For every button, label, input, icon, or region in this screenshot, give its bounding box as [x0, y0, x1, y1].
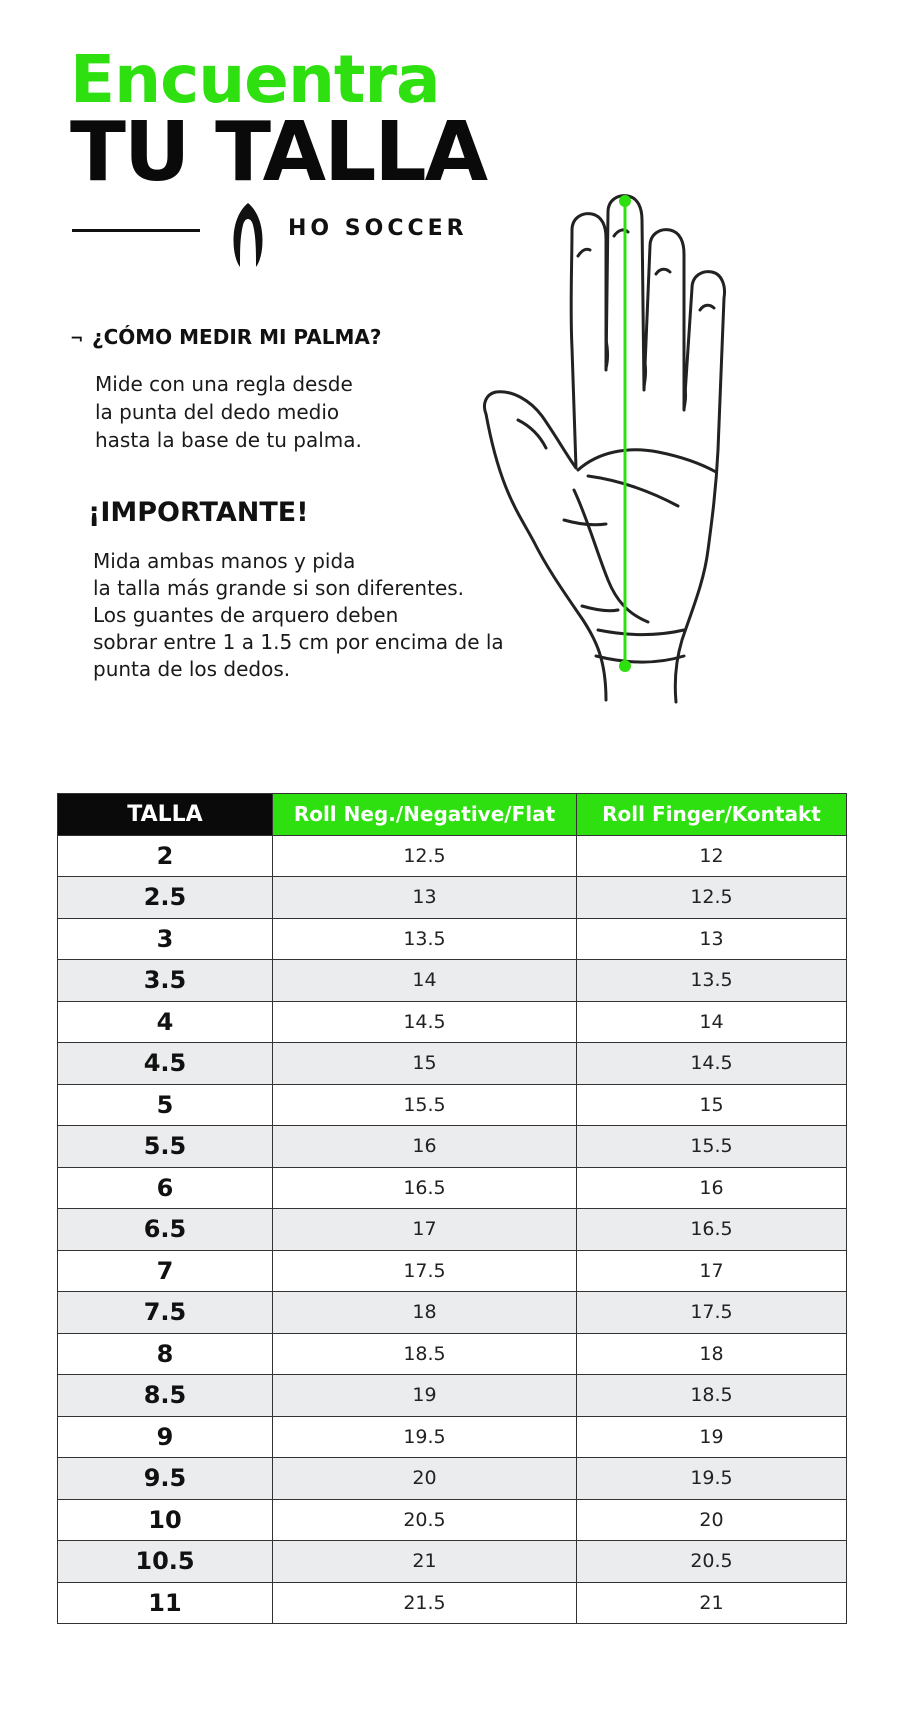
measure-instructions	[95, 370, 485, 454]
roll-finger-cell: 12.5	[577, 877, 847, 919]
table-row	[58, 1416, 847, 1458]
roll-neg-cell: 15	[273, 1043, 577, 1085]
table-row	[58, 918, 847, 960]
roll-finger-cell: 21	[577, 1582, 847, 1624]
roll-neg-cell: 13	[273, 877, 577, 919]
roll-finger-cell: 20.5	[577, 1541, 847, 1583]
column-header-roll-finger: Roll Finger/Kontakt	[577, 794, 847, 836]
measure-line: la punta del dedo medio	[95, 400, 340, 424]
roll-finger-cell: 16	[577, 1167, 847, 1209]
title-line-2: TU TALLA	[70, 105, 487, 200]
size-cell: 6.5	[58, 1209, 273, 1251]
important-instructions	[93, 548, 533, 683]
table-row	[58, 1375, 847, 1417]
measure-line: hasta la base de tu palma.	[95, 428, 362, 452]
roll-finger-cell: 16.5	[577, 1209, 847, 1251]
table-row	[58, 1333, 847, 1375]
size-cell: 8	[58, 1333, 273, 1375]
roll-finger-cell: 13	[577, 918, 847, 960]
roll-neg-cell: 13.5	[273, 918, 577, 960]
corner-bullet-icon: ¬	[70, 329, 84, 348]
measure-heading	[70, 325, 381, 349]
table-row	[58, 1541, 847, 1583]
size-cell: 4	[58, 1001, 273, 1043]
roll-neg-cell: 12.5	[273, 835, 577, 877]
size-cell: 10.5	[58, 1541, 273, 1583]
size-cell: 8.5	[58, 1375, 273, 1417]
roll-neg-cell: 16.5	[273, 1167, 577, 1209]
roll-finger-cell: 18	[577, 1333, 847, 1375]
roll-neg-cell: 17	[273, 1209, 577, 1251]
size-cell: 5.5	[58, 1126, 273, 1168]
size-cell: 5	[58, 1084, 273, 1126]
roll-finger-cell: 17	[577, 1250, 847, 1292]
table-row	[58, 1250, 847, 1292]
important-line: Los guantes de arquero deben	[93, 603, 399, 627]
column-header-talla: TALLA	[58, 794, 273, 836]
roll-finger-cell: 17.5	[577, 1292, 847, 1334]
size-cell: 2	[58, 835, 273, 877]
measure-heading-text: ¿CÓMO MEDIR MI PALMA?	[92, 325, 382, 349]
table-header-row	[58, 794, 847, 836]
roll-finger-cell: 19.5	[577, 1458, 847, 1500]
roll-neg-cell: 14	[273, 960, 577, 1002]
roll-neg-cell: 14.5	[273, 1001, 577, 1043]
column-header-roll-neg: Roll Neg./Negative/Flat	[273, 794, 577, 836]
roll-finger-cell: 13.5	[577, 960, 847, 1002]
size-cell: 9	[58, 1416, 273, 1458]
size-cell: 7	[58, 1250, 273, 1292]
table-row	[58, 1582, 847, 1624]
size-table	[57, 793, 847, 1624]
important-line: sobrar entre 1 a 1.5 cm por encima de la	[93, 630, 504, 654]
table-row	[58, 1292, 847, 1334]
size-cell: 3	[58, 918, 273, 960]
roll-neg-cell: 21.5	[273, 1582, 577, 1624]
important-line: punta de los dedos.	[93, 657, 291, 681]
size-cell: 2.5	[58, 877, 273, 919]
roll-finger-cell: 14.5	[577, 1043, 847, 1085]
brand-divider	[72, 229, 200, 232]
title-line-1: Encuentra	[70, 41, 440, 118]
hand-measure-illustration	[478, 190, 828, 710]
roll-neg-cell: 20.5	[273, 1499, 577, 1541]
roll-neg-cell: 21	[273, 1541, 577, 1583]
roll-neg-cell: 20	[273, 1458, 577, 1500]
important-heading: ¡IMPORTANTE!	[88, 497, 309, 528]
roll-neg-cell: 17.5	[273, 1250, 577, 1292]
size-cell: 11	[58, 1582, 273, 1624]
brand-name: HO SOCCER	[288, 216, 468, 241]
size-cell: 4.5	[58, 1043, 273, 1085]
roll-neg-cell: 18.5	[273, 1333, 577, 1375]
table-row	[58, 1167, 847, 1209]
roll-finger-cell: 12	[577, 835, 847, 877]
roll-finger-cell: 15	[577, 1084, 847, 1126]
table-row	[58, 1043, 847, 1085]
table-row	[58, 960, 847, 1002]
roll-neg-cell: 18	[273, 1292, 577, 1334]
size-cell: 3.5	[58, 960, 273, 1002]
roll-neg-cell: 19.5	[273, 1416, 577, 1458]
table-row	[58, 1126, 847, 1168]
size-cell: 7.5	[58, 1292, 273, 1334]
roll-finger-cell: 20	[577, 1499, 847, 1541]
table-row	[58, 1209, 847, 1251]
roll-neg-cell: 15.5	[273, 1084, 577, 1126]
roll-finger-cell: 18.5	[577, 1375, 847, 1417]
roll-finger-cell: 15.5	[577, 1126, 847, 1168]
table-row	[58, 1084, 847, 1126]
measure-line: Mide con una regla desde	[95, 372, 353, 396]
table-row	[58, 835, 847, 877]
table-row	[58, 1499, 847, 1541]
table-row	[58, 877, 847, 919]
roll-finger-cell: 19	[577, 1416, 847, 1458]
table-row	[58, 1458, 847, 1500]
roll-neg-cell: 16	[273, 1126, 577, 1168]
size-cell: 10	[58, 1499, 273, 1541]
ho-soccer-logo-icon	[228, 201, 268, 269]
roll-neg-cell: 19	[273, 1375, 577, 1417]
roll-finger-cell: 14	[577, 1001, 847, 1043]
important-line: la talla más grande si son diferentes.	[93, 576, 465, 600]
important-line: Mida ambas manos y pida	[93, 549, 356, 573]
size-cell: 6	[58, 1167, 273, 1209]
table-row	[58, 1001, 847, 1043]
size-cell: 9.5	[58, 1458, 273, 1500]
